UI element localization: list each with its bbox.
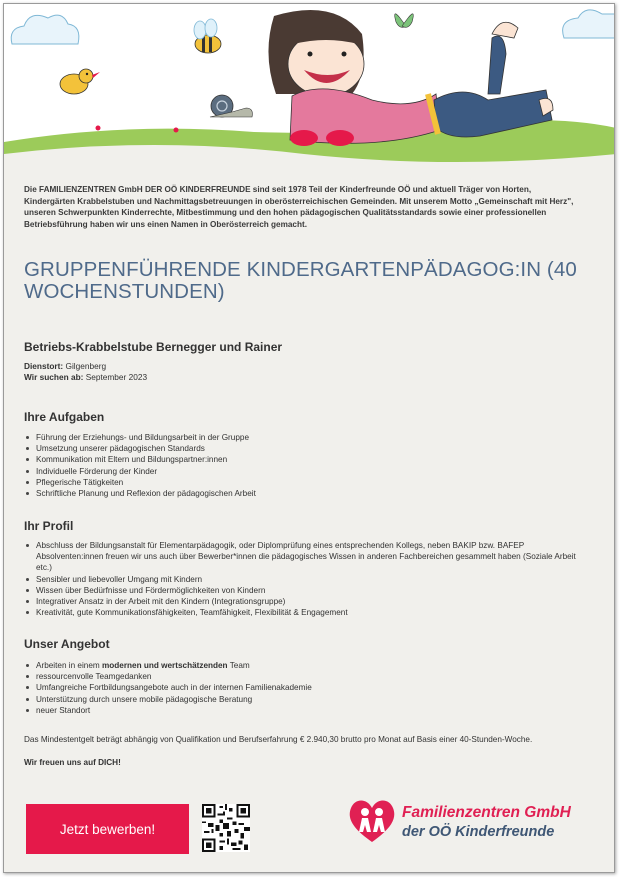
hero-illustration xyxy=(4,4,615,174)
flower-icon xyxy=(96,126,101,131)
salary-text: Das Mindestentgelt beträgt abhängig von Qualifikation und Berufserfahrung € 2.940,30 brutto pro Monat auf Basis einer 40-Stunden-Woche. xyxy=(24,735,533,744)
list-item: Integrativer Ansatz in der Arbeit mit den Kindern (Integrationsgruppe) xyxy=(24,596,584,607)
start-date-line xyxy=(24,372,424,383)
heart-logo-icon xyxy=(347,796,397,846)
list-item: neuer Standort xyxy=(24,705,584,716)
list-item: Umsetzung unserer pädagogischen Standards xyxy=(24,443,584,454)
start-date-label: Wir suchen ab: xyxy=(24,372,84,382)
job-title: GRUPPENFÜHRENDE KINDERGARTENPÄDAGOG:IN (40 WOCHENSTUNDEN) xyxy=(24,258,577,303)
offer-list xyxy=(24,660,584,716)
company-logo xyxy=(347,796,597,848)
list-item: Individuelle Förderung der Kinder xyxy=(24,466,584,477)
tasks-heading: Ihre Aufgaben xyxy=(24,410,105,424)
list-item: Umfangreiche Fortbildungsangebote auch in der internen Familienakademie xyxy=(24,682,584,693)
logo-subname: der OÖ Kinderfreunde xyxy=(402,824,555,840)
list-item: Kreativität, gute Kommunikationsfähigkeiten, Teamfähigkeit, Flexibilität & Engagement xyxy=(24,607,584,618)
start-date-value: September 2023 xyxy=(85,372,148,382)
qr-code-icon[interactable] xyxy=(202,804,250,852)
list-item: Sensibler und liebevoller Umgang mit Kindern xyxy=(24,574,584,585)
job-subtitle: Betriebs-Krabbelstube Bernegger und Rainer xyxy=(24,340,283,354)
list-item: ressourcenvolle Teamgedanken xyxy=(24,671,584,682)
location-label: Dienstort: xyxy=(24,361,64,371)
list-item: Schriftliche Planung und Reflexion der pädagogischen Arbeit xyxy=(24,488,584,499)
list-item: Wissen über Bedürfnisse und Fördermöglichkeiten von Kindern xyxy=(24,585,584,596)
location-value: Gilgenberg xyxy=(65,361,107,371)
list-item: Arbeiten in einem modernen und wertschätzenden Team xyxy=(24,660,584,671)
profile-list xyxy=(24,540,584,618)
offer-heading: Unser Angebot xyxy=(24,637,110,651)
closing-text: Wir freuen uns auf DICH! xyxy=(24,758,121,767)
list-item: Pflegerische Tätigkeiten xyxy=(24,477,584,488)
list-item: Unterstützung durch unsere mobile pädagogische Beratung xyxy=(24,694,584,705)
list-item: Abschluss der Bildungsanstalt für Elementarpädagogik, oder Diplomprüfung eines entsprechenden Kollegs, neben BAKIP bzw. BAFEP Absolventen:innen freuen wir uns auch über Bewerber*innen die pädagogisches Wissen in anderen Fachbereichen gesammelt haben (Soziale Arbeit etc.) xyxy=(24,540,584,574)
intro-text: Die FAMILIENZENTREN GmbH DER OÖ KINDERFREUNDE sind seit 1978 Teil der Kinderfreunde OÖ und aktuell Träger von Horten, Kindergärten Krabbelstuben und Nachmittagsbetreuungen in oberösterreichischen Gemeinden. Mit unserem Motto „Gemeinschaft mit Herz", unseren Schwerpunkten Kinderrechte, Mitbestimmung und den hohen pädagogischen Qualitätsstandards sowie einer professionellen Betriebsführung haben wir uns einen Namen in Oberösterreich gemacht. xyxy=(24,185,574,229)
flower-icon xyxy=(174,128,179,133)
tasks-list xyxy=(24,432,584,499)
apply-button[interactable]: Jetzt bewerben! xyxy=(26,804,189,854)
list-item: Kommunikation mit Eltern und Bildungspartner:innen xyxy=(24,454,584,465)
profile-heading: Ihr Profil xyxy=(24,519,74,533)
logo-name: Familienzentren GmbH xyxy=(402,804,571,821)
list-item: Führung der Erziehungs- und Bildungsarbeit in der Gruppe xyxy=(24,432,584,443)
location-line xyxy=(24,361,424,372)
job-posting xyxy=(3,3,615,873)
